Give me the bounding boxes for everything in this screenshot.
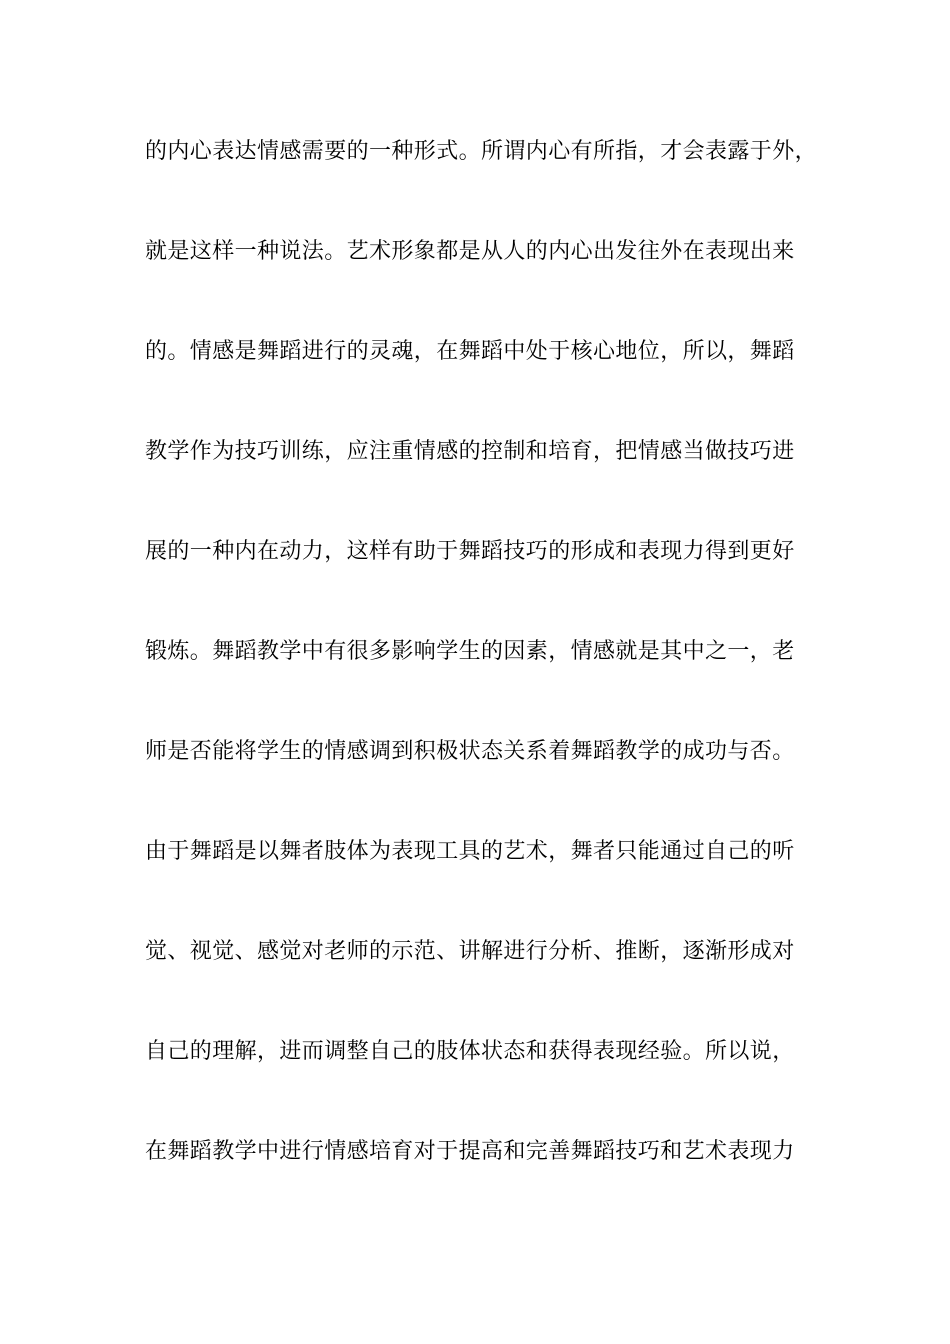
body-text — [145, 132, 825, 1232]
text-line: 教学作为技巧训练，应注重情感的控制和培育，把情感当做技巧进 — [145, 439, 795, 464]
text-line: 自己的理解，进而调整自己的肢体状态和获得表现经验。所以说， — [145, 1039, 795, 1064]
text-line: 就是这样一种说法。艺术形象都是从人的内心出发往外在表现出来 — [145, 239, 795, 264]
text-line: 由于舞蹈是以舞者肢体为表现工具的艺术，舞者只能通过自己的听 — [145, 839, 795, 864]
text-line: 觉、视觉、感觉对老师的示范、讲解进行分析、推断，逐渐形成对 — [145, 939, 795, 964]
text-line: 在舞蹈教学中进行情感培育对于提高和完善舞蹈技巧和艺术表现力 — [145, 1139, 795, 1164]
text-line: 的。情感是舞蹈进行的灵魂，在舞蹈中处于核心地位，所以，舞蹈 — [145, 339, 795, 364]
text-line: 锻炼。舞蹈教学中有很多影响学生的因素，情感就是其中之一，老 — [145, 639, 795, 664]
text-line: 的内心表达情感需要的一种形式。所谓内心有所指，才会表露于外， — [145, 139, 818, 164]
text-line: 师是否能将学生的情感调到积极状态关系着舞蹈教学的成功与否。 — [145, 739, 795, 764]
text-line: 展的一种内在动力，这样有助于舞蹈技巧的形成和表现力得到更好 — [145, 539, 795, 564]
